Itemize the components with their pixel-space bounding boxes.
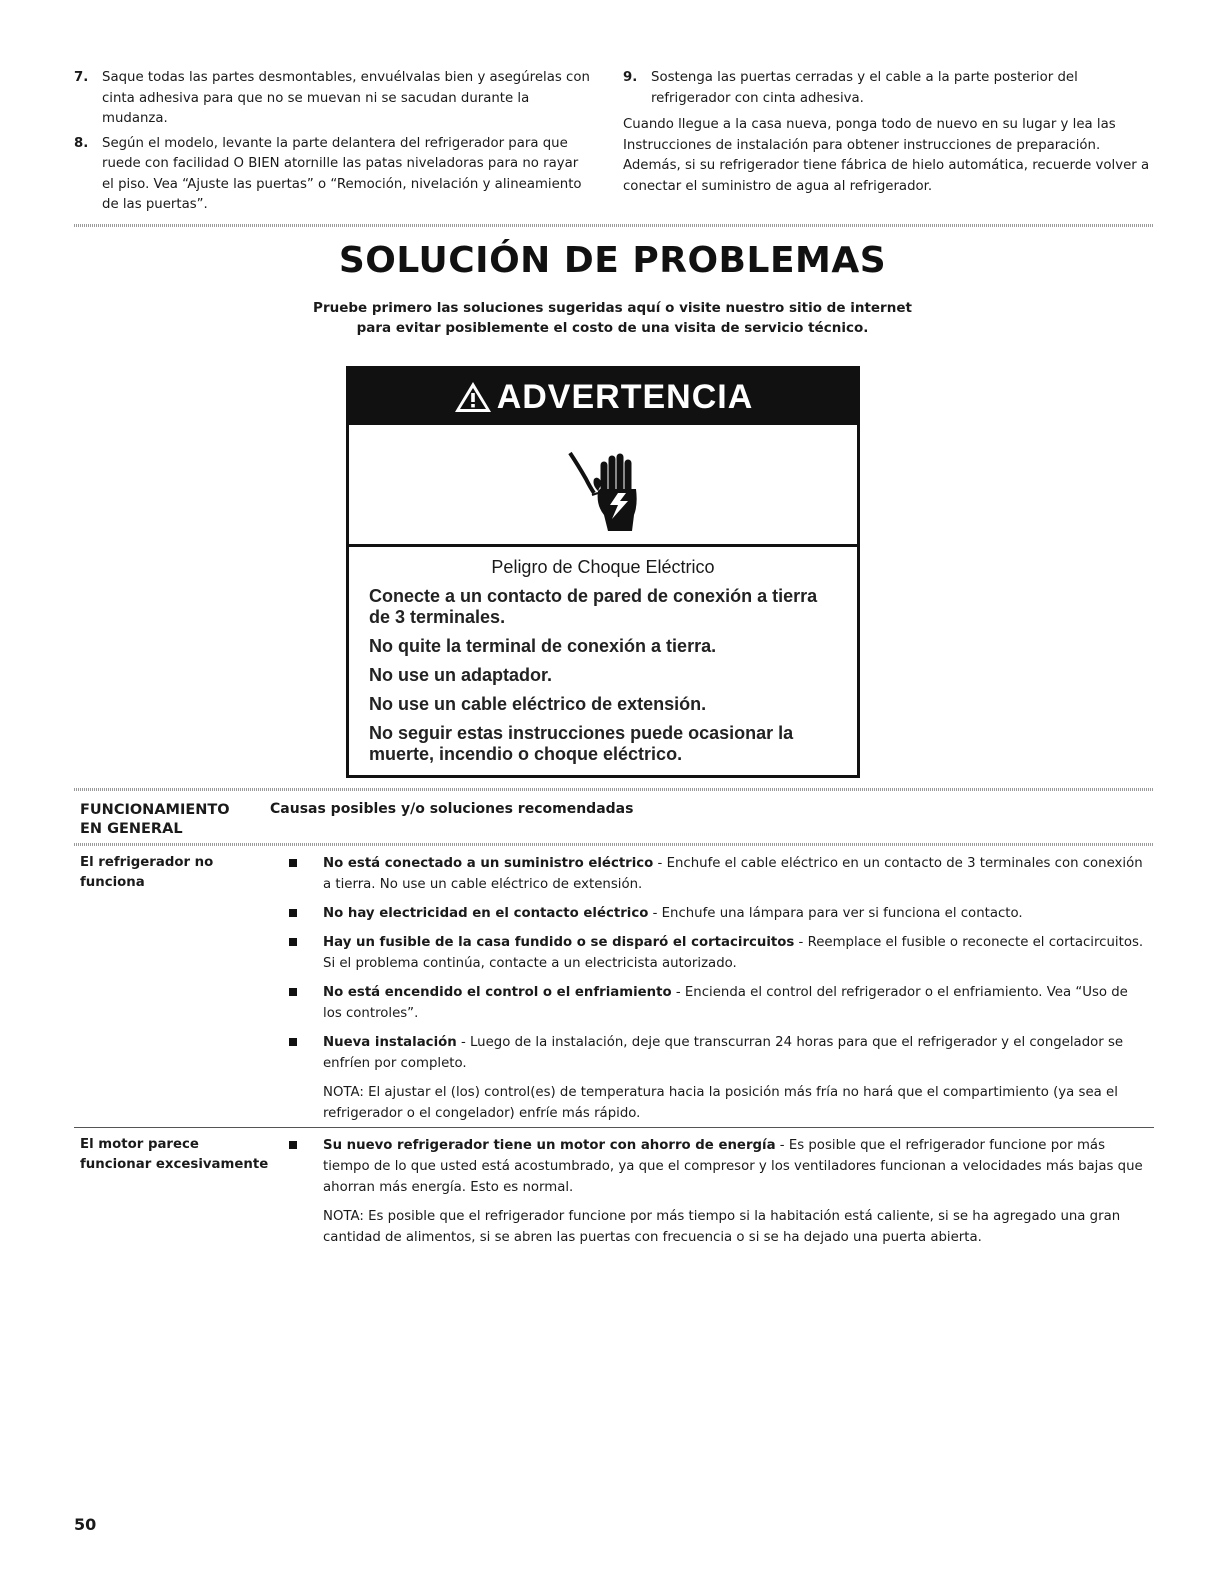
solution-text: - Encienda el control del refrigerador o el enfriamiento. Vea “Uso de los controles”. [323,985,1128,1021]
section-title: SOLUCIÓN DE PROBLEMAS [338,240,887,281]
warning-line: No quite la terminal de conexión a tierra. [369,636,717,656]
cause-text: Nueva instalación [323,1035,457,1050]
note-text: El ajustar el (los) control(es) de temperatura hacia la posición más fría no hará que el compartimiento (ya sea el refrigerador o el congelador) enfríe más rápido. [323,1085,1118,1121]
note [285,1206,1145,1248]
list-item [285,1135,1145,1198]
dotted-divider [74,224,1154,227]
warning-triangle-icon [453,380,493,414]
warning-line: No use un cable eléctrico de extensión. [369,694,707,714]
page-number: 50 [74,1515,97,1534]
table-header-solutions: Causas posibles y/o soluciones recomendadas [270,801,634,817]
cause-text: Su nuevo refrigerador tiene un motor con ahorro de energía [323,1138,776,1153]
hazard-title: Peligro de Choque Eléctrico [491,557,715,577]
problem-label: El motor parece funcionar excesivamente [80,1137,269,1172]
solution-text: - Es posible que el refrigerador funcione por más tiempo de lo que usted está acostumbrado, ya que el compresor y los ventiladores funcionan a velocidades más bajas que ahorran más energía. Esto es normal. [323,1138,1143,1195]
warning-header [349,369,857,425]
list-item [623,68,1153,109]
cause-text: No está conectado a un suministro eléctrico [323,856,654,871]
header-line: EN GENERAL [80,821,183,837]
solution-text: - Enchufe una lámpara para ver si funciona el contacto. [648,906,1023,921]
warning-line: No use un adaptador. [369,665,553,685]
section-subtitle [0,298,1225,338]
warning-title: ADVERTENCIA [496,377,754,416]
item-text: Saque todas las partes desmontables, envuélvalas bien y asegúrelas con cinta adhesiva para que no se muevan ni se sacudan durante la mudanza. [102,70,590,126]
list-item [285,853,1145,895]
note [285,1082,1145,1124]
solutions-list [285,853,1145,1074]
item-number: 8. [74,135,89,151]
list-item [285,982,1145,1024]
cause-text: No está encendido el control o el enfriamiento [323,985,672,1000]
solution-text: - Enchufe el cable eléctrico en un contacto de 3 terminales con conexión a tierra. No use un cable eléctrico de extensión. [323,856,1143,892]
intro-right-column [623,68,1153,197]
dotted-divider [74,843,1154,846]
note-label: NOTA: [323,1209,364,1224]
list-item [74,68,594,130]
list-item [285,903,1145,924]
warning-line: No seguir estas instrucciones puede ocasionar la muerte, incendio o choque eléctrico. [369,723,794,764]
solutions-block [285,853,1145,1132]
solutions-block [285,1135,1145,1256]
note-text: Es posible que el refrigerador funcione por más tiempo si la habitación está caliente, si se ha agregado una gran cantidad de alimentos, si se abren las puertas con frecuencia o si se ha dejado una puerta abierta. [323,1209,1121,1245]
item-text: Según el modelo, levante la parte delantera del refrigerador para que ruede con facilidad O BIEN atornille las patas niveladoras para no rayar el piso. Vea “Ajuste las puertas” o “Remoción, nivelación y alineamiento de las puertas”. [102,135,582,212]
solution-text: - Luego de la instalación, deje que transcurran 24 horas para que el refrigerador y el congelador se enfríen por completo. [323,1035,1124,1071]
note-label: NOTA: [323,1085,364,1100]
dotted-divider [74,788,1154,791]
subtitle-line: para evitar posiblemente el costo de una visita de servicio técnico. [356,320,869,336]
header-line: FUNCIONAMIENTO [80,802,230,818]
row-divider [74,1127,1154,1128]
item-number: 7. [74,70,89,85]
list-item [285,932,1145,974]
bullet-square-icon [289,859,297,867]
table-header-category [80,801,230,839]
bullet-square-icon [289,988,297,996]
bullet-square-icon [289,909,297,917]
item-number: 9. [623,70,638,85]
electric-shock-hand-icon [548,435,658,535]
item-text: Sostenga las puertas cerradas y el cable a la parte posterior del refrigerador con cinta adhesiva. [651,70,1078,106]
bullet-square-icon [289,1141,297,1149]
solutions-list [285,1135,1145,1198]
cause-text: No hay electricidad en el contacto eléctrico [323,906,649,921]
list-item [74,134,594,216]
moving-paragraph: Cuando llegue a la casa nueva, ponga todo de nuevo en su lugar y lea las Instrucciones de instalación para obtener instrucciones de preparación. Además, si su refrigerador tiene fábrica de hielo automática, recuerde volver a conectar el suministro de agua al refrigerador. [623,117,1150,194]
subtitle-line: Pruebe primero las soluciones sugeridas aquí o visite nuestro sitio de internet [313,300,912,316]
warning-box [346,366,860,778]
bullet-square-icon [289,1038,297,1046]
intro-left-column [74,68,594,220]
bullet-square-icon [289,938,297,946]
cause-text: Hay un fusible de la casa fundido o se disparó el cortacircuitos [323,935,795,950]
problem-label: El refrigerador no funciona [80,855,214,890]
solution-text: - Reemplace el fusible o reconecte el cortacircuitos. Si el problema continúa, contacte a un electricista autorizado. [323,935,1144,971]
list-item [285,1032,1145,1074]
warning-line: Conecte a un contacto de pared de conexión a tierra de 3 terminales. [369,586,818,627]
